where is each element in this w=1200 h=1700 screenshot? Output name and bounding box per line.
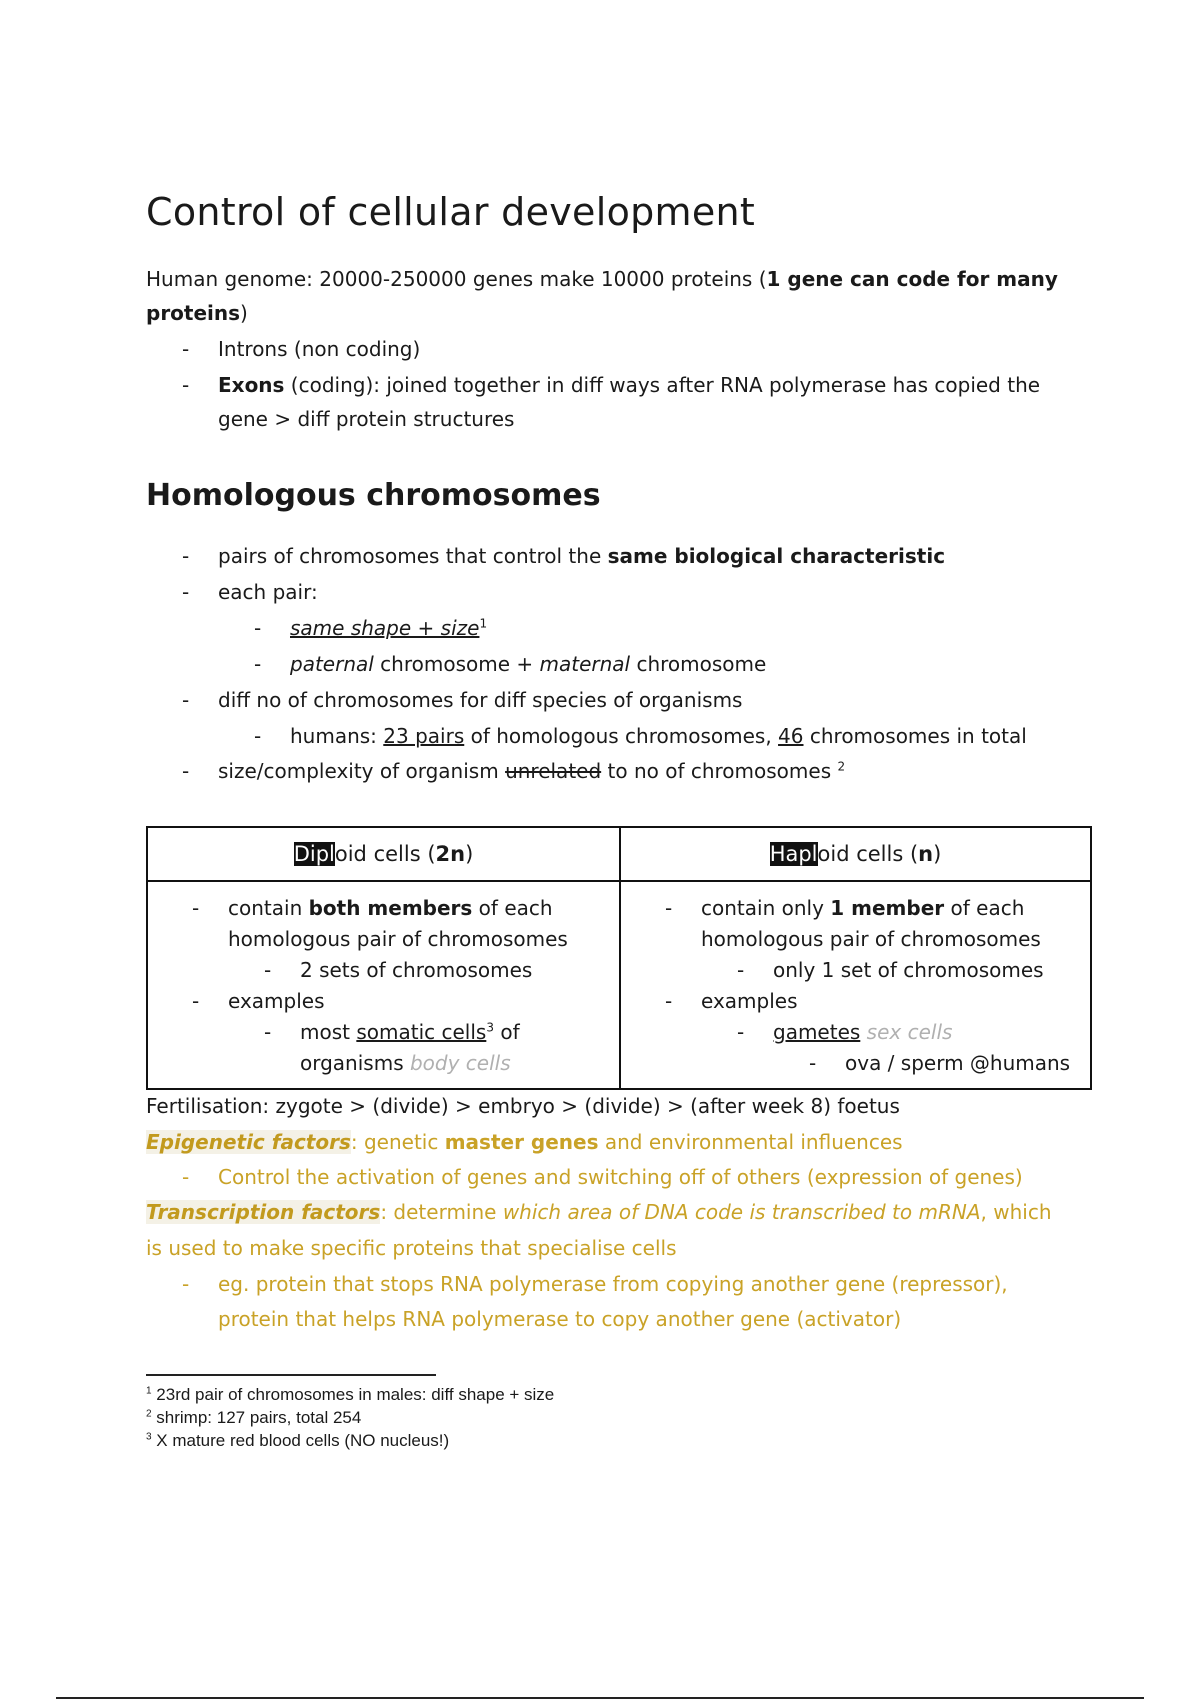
epigenetic-bullet: Control the activation of genes and switching off of others (expression of genes) (218, 1165, 1023, 1189)
bullet-dash: - (254, 616, 262, 640)
homologous-bullet-3: diff no of chromosomes for diff species of organisms (218, 688, 743, 712)
diploid-row-3: 2 sets of chromosomes (300, 958, 533, 982)
haploid-header: Haploid cells (n) (620, 827, 1091, 881)
bullet-dash: - (182, 544, 190, 568)
bullet-dash: - (182, 337, 190, 361)
bullet-dash: - (254, 652, 262, 676)
bullet-dash: - (264, 958, 272, 982)
haploid-row-3: only 1 set of chromosomes (773, 958, 1044, 982)
bullet-dash: - (192, 896, 200, 920)
homologous-bullet-2: each pair: (218, 580, 318, 604)
bullet-dash: - (254, 724, 262, 748)
bullet-dash: - (665, 896, 673, 920)
diploid-row-1: contain both members of each (228, 896, 553, 920)
section-heading-homologous: Homologous chromosomes (146, 478, 601, 513)
transcription-bullet: eg. protein that stops RNA polymerase from copying another gene (repressor), (218, 1272, 1008, 1296)
haploid-row-4: examples (701, 989, 798, 1013)
homologous-subbullet-2: paternal chromosome + maternal chromosome (290, 652, 767, 676)
diploid-header: Diploid cells (2n) (147, 827, 620, 881)
bullet-dash: - (809, 1051, 817, 1075)
epigenetic-line: Epigenetic factors: genetic master genes and environmental influences (146, 1130, 903, 1154)
cells-comparison-table (146, 826, 1092, 1090)
intro-line-1: Human genome: 20000-250000 genes make 10000 proteins (1 gene can code for many (146, 267, 1058, 291)
bullet-dash: - (182, 759, 190, 783)
bullet-dash: - (665, 989, 673, 1013)
fertilisation-line: Fertilisation: zygote > (divide) > embryo > (divide) > (after week 8) foetus (146, 1094, 900, 1118)
footnote-divider (146, 1374, 436, 1376)
bullet-dash: - (192, 989, 200, 1013)
footnote-1: $^1$ 23rd pair of chromosomes in males: diff shape + size (146, 1385, 555, 1404)
footnote-3: $^3$ X mature red blood cells (NO nucleus!) (146, 1431, 450, 1450)
intro-line-2: proteins) (146, 301, 248, 325)
intron-bullet: Introns (non coding) (218, 337, 421, 361)
haploid-row-1: contain only 1 member of each (701, 896, 1025, 920)
diploid-row-2: homologous pair of chromosomes (228, 927, 568, 951)
haploid-row-5: gametes sex cells (773, 1020, 953, 1044)
page-bottom-border (56, 1697, 1144, 1699)
haploid-cell (621, 882, 1090, 1088)
homologous-bullet-4: size/complexity of organism unrelated to no of chromosomes $^2$ (218, 759, 846, 783)
footnote-2: $^2$ shrimp: 127 pairs, total 254 (146, 1408, 362, 1427)
haploid-row-2: homologous pair of chromosomes (701, 927, 1041, 951)
bullet-dash: - (182, 688, 190, 712)
bullet-dash: - (182, 373, 190, 397)
bullet-dash: - (182, 1165, 190, 1189)
diploid-row-4: examples (228, 989, 325, 1013)
transcription-line-cont: is used to make specific proteins that specialise cells (146, 1236, 677, 1260)
bullet-dash: - (182, 1272, 190, 1296)
bullet-dash: - (737, 958, 745, 982)
bullet-dash: - (737, 1020, 745, 1044)
diploid-cell (148, 882, 619, 1088)
bullet-dash: - (264, 1020, 272, 1044)
diploid-row-5: most somatic cells$^3$ of (300, 1020, 520, 1044)
homologous-subbullet-3: humans: 23 pairs of homologous chromosomes, 46 chromosomes in total (290, 724, 1027, 748)
bullet-dash: - (182, 580, 190, 604)
exon-bullet: Exons (coding): joined together in diff ways after RNA polymerase has copied the (218, 373, 1041, 397)
transcription-line: Transcription factors: determine which area of DNA code is transcribed to mRNA, which (146, 1200, 1052, 1224)
exon-bullet-cont: gene > diff protein structures (218, 407, 515, 431)
transcription-bullet-cont: protein that helps RNA polymerase to copy another gene (activator) (218, 1307, 902, 1331)
diploid-row-6: organisms body cells (300, 1051, 511, 1075)
homologous-subbullet-1: same shape + size$^1$ (290, 616, 488, 640)
page-title: Control of cellular development (146, 190, 756, 234)
haploid-row-6: ova / sperm @humans (845, 1051, 1071, 1075)
homologous-bullet-1: pairs of chromosomes that control the same biological characteristic (218, 544, 946, 568)
